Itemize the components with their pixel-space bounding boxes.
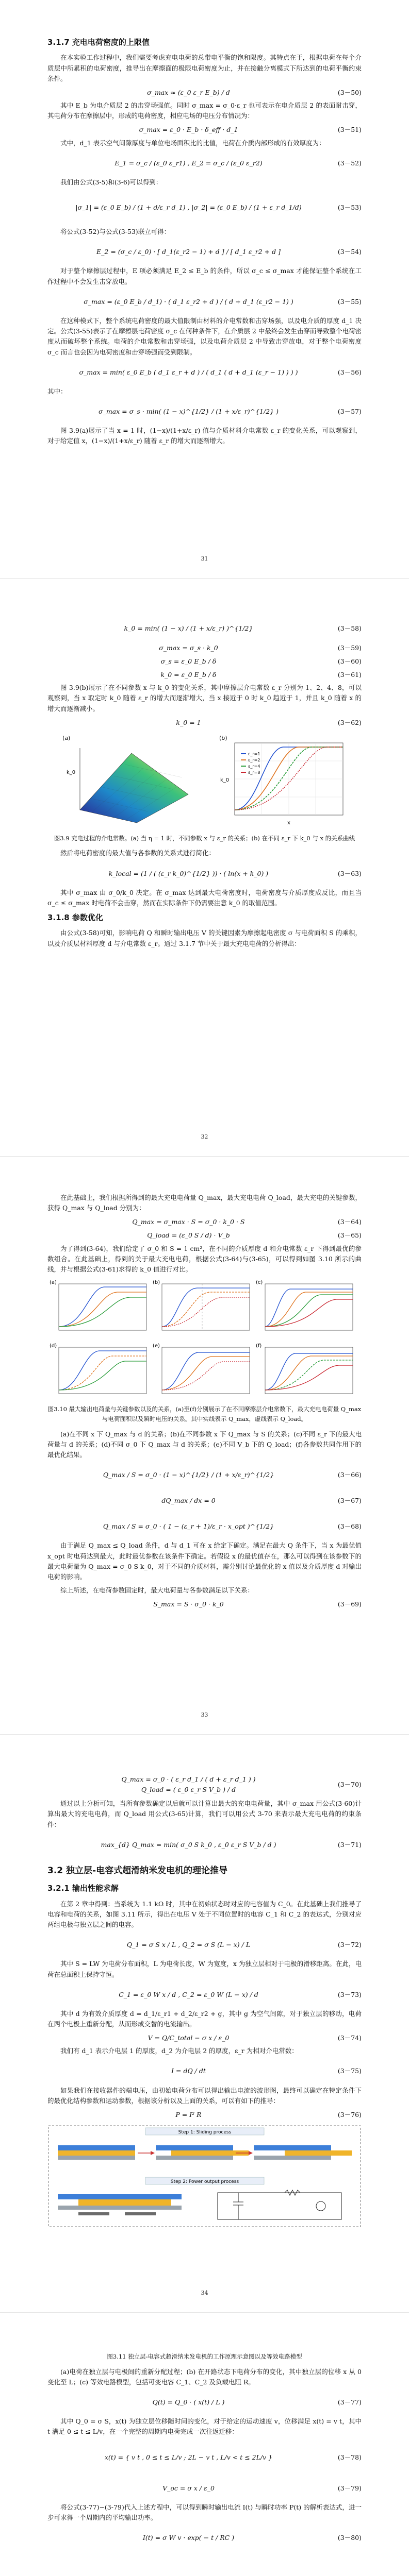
paragraph: 将公式(3-52)与公式(3-53)联立可得： — [60, 228, 171, 236]
equation-3-60 — [47, 656, 362, 667]
subplot-a — [50, 1280, 146, 1330]
equation-3-67 — [47, 1489, 362, 1513]
equation-number: (3－76) — [337, 2110, 362, 2119]
legend-entry: ε_r=2 — [248, 757, 260, 762]
subplot-c — [256, 1280, 353, 1330]
equation-number: (3－73) — [337, 1990, 362, 1998]
equation-3-64 — [47, 1217, 362, 1228]
equation-3-65 — [47, 1230, 362, 1242]
equation-body: Q(t) = Q_0 · ( x(t) / L ) — [152, 2398, 225, 2406]
section-title: 3.1.7 充电电荷密度的上限值 — [47, 38, 150, 47]
equation-body: σ_max = min( ε_0 E_b ( d_1 ε_r + d ) / ( d_1 ( d + d_1 (ε_r − 1) ) ) ) — [79, 368, 298, 376]
equation-number: (3－68) — [337, 1522, 362, 1531]
equation-body: Q_max / S = σ_0 · (1 − x)^{1/2} / (1 + x/ε_r)^{1/2} — [103, 1471, 274, 1479]
svg-text:(a): (a) — [50, 1280, 57, 1286]
paragraph: 综上所述，在电荷参数固定时，最大电荷量与各参数满足以下关系： — [60, 1586, 254, 1595]
paragraph: 在这种模式下，整个系统电荷密度的最大值限制由材料的介电常数和击穿场强，以及电介质的厚度 d_1 决定。公式(3-55)表示了在摩擦层电荷密度 σ_c 在何种条件下，在介质层 2 中最终会发生击穿而导致整个电荷密度从而破坏整个系统。电荷的介电常数和击穿场强，以及电荷介质层 2 中导致击穿放电，对于整个电荷密度 σ_c 而言也会因为电荷密度和击穿场强而受到限制。 — [47, 316, 362, 356]
legend-entry: ε_r=1 — [248, 751, 260, 756]
paragraph: 其中 S = LW 为电荷分布面积，L 为电荷长度，W 为宽度，x 为独立层相对于电极的滑移距离。在此，电荷在总面积上保持守恒。 — [47, 1960, 362, 1978]
equation-body: k_0 = 1 — [176, 718, 201, 726]
equation-body: k_local = (1 / ( (ε_r k_0)^{1/2} )) · ( ln(x + k_0) ) — [108, 869, 269, 877]
equation-number: (3－77) — [337, 2398, 362, 2406]
axis-label: k_0 — [66, 769, 75, 775]
subplot-f — [256, 1343, 353, 1394]
paragraph: 其中 E_b 为电介质层 2 的击穿场强值。同时 σ_max = σ_0·ε_r 也可表示在电介质层 2 的表面耐击穿，其电荷分布在摩擦层中，形成的电荷密度，相应电场的电压分布情况为： — [47, 101, 362, 120]
figure-caption: 图3.10 最大输出电荷量与关键参数以及的关系，(a)至(f)分别展示了在不同摩擦层介电常数下，最大充电电荷量 Q_max 与电荷面积以及瞬时电压的关系。其中实线表示 Q_max，虚线表示 Q_load。 — [47, 1405, 362, 1422]
paragraph: 其中 Q_0 = σ S，x(t) 为独立层位移随时间的变化，对于给定的运动速度 v，位移满足 x(t) = v t，其中 t 满足 0 ≤ t ≤ L/v，在一个完整的周期内电荷完成一次往返迁移： — [47, 2417, 362, 2436]
figure-panel-label: Step 2: Power output process — [170, 2179, 239, 2185]
equation-body: S_max = S · σ_0 · k_0 — [153, 1600, 224, 1608]
equation-3-79 — [47, 2477, 362, 2500]
figure-3-10 — [47, 1278, 362, 1401]
paragraph: 图 3.9(a)展示了当 x = 1 时，(1−x)/(1+x/ε_r) 值与介质材料介电常数 ε_r 的变化关系，可以观察到，对于给定值 x，(1−x)/(1+x/ε_r) 随着 ε_r 的增大而逐渐增大。 — [47, 427, 362, 445]
equation-number: (3－51) — [337, 126, 362, 134]
equation-number: (3－60) — [337, 657, 362, 665]
equation-3-74 — [47, 2032, 362, 2044]
equation-3-76 — [47, 2109, 362, 2121]
figure-3-9b-curves — [216, 733, 350, 831]
page-number: 31 — [201, 555, 208, 563]
equation-body: E_1 = σ_c / (ε_0 ε_r1) , E_2 = σ_c / (ε_0 ε_r2) — [114, 159, 263, 167]
paragraph: 图 3.9(b)展示了在不同参数 x 与 k_0 的变化关系，其中摩擦层介电常数 ε_r 分别为 1、2、4、8，可以观察到，当 x 取定时 k_0 随着 ε_r 的增大而逐渐增大，当 x 接近于 0 时 k_0 趋近于 1，并且 k_0 随着 x 的增大而逐渐减小。 — [47, 684, 362, 713]
equation-body: Q_1 = σ S x / L , Q_2 = σ S (L − x) / L — [126, 1941, 251, 1949]
paragraph: 通过以上分析可知，当所有参数确定以后就可以计算出最大的充电电荷量，其中 σ_max 用公式(3-60)计算出最大的充电电荷，而 Q_load 用公式(3-65)计算，我们可以用公式 3-70 来表示最大充电电荷的约束条件： — [47, 1800, 362, 1828]
equation-number: (3－64) — [337, 1218, 362, 1226]
page-number: 34 — [201, 2290, 208, 2297]
subplot-e — [153, 1343, 250, 1394]
equation-3-70 — [47, 1773, 362, 1797]
equation-body: Q_load = (ε_0 S / d) · V_b — [147, 1231, 230, 1240]
paragraph: 然后将电荷密度的最大值与各参数的关系式进行简化： — [60, 849, 216, 857]
svg-text:(f): (f) — [256, 1343, 262, 1349]
device-schematic-bottom — [58, 2194, 182, 2215]
equation-3-63 — [47, 862, 362, 886]
equation-number: (3－69) — [337, 1600, 362, 1608]
paragraph: 其中： — [47, 387, 67, 395]
paragraph: 对于整个摩擦层过程中，E 项必须满足 E_2 ≤ E_b 的条件，所以 σ_c ≤ σ_max 才能保证整个系统在工作过程中不会发生击穿放电。 — [47, 267, 362, 285]
equation-body: I = dQ / dt — [171, 2067, 206, 2075]
section-title: 3.1.8 参数优化 — [47, 913, 103, 923]
equation-body: σ_s = ε_0 E_b / δ — [160, 657, 217, 665]
equation-3-61 — [47, 669, 362, 681]
equation-number: (3－71) — [337, 1840, 362, 1849]
equation-body: σ_max = (ε_0 E_b / d_1) · ( d_1 ε_r2 + d ) / ( d + d_1 (ε_r2 − 1) ) — [84, 297, 293, 306]
paragraph: 由于满足 Q_max ≤ Q_load 条件，d 与 d_1 可在 x 给定下确定。满足在最大 Q 条件下，当 x 为最优值 x_opt 时电荷达到最大，此时最优参数在该条件下确定。若假设 x 的最优值存在，那么可以得到在该参数下的最大电荷量为 Q_max = σ_0 S k_0，对于不同的介质材料，需分别讨论最优化的 x 值以及介质厚度 d 对输出电荷的影响。 — [47, 1541, 362, 1581]
surface-plot — [80, 753, 188, 823]
subfigure-label: (a) — [62, 734, 70, 741]
equation-3-73 — [47, 1983, 362, 2007]
equation-3-77 — [47, 2391, 362, 2414]
section-title: 3.2 独立层-电容式超滑纳米发电机的理论推导 — [47, 1865, 228, 1876]
equation-number: (3－63) — [337, 869, 362, 877]
equation-number: (3－75) — [337, 2067, 362, 2075]
equation-3-75 — [47, 2060, 362, 2083]
equation-number: (3－57) — [337, 407, 362, 415]
equation-body: |σ_1| = (ε_0 E_b) / (1 + d/ε_r d_1) , |σ_2| = (ε_0 E_b) / (1 + ε_r d_1/d) — [75, 203, 302, 211]
paragraph: 如果我们在接收器件的端电压，由初始电荷分布可以得出输出电流的波形图，最终可以确定在特定条件下的最优化结构参数和运动参数，根据该分析以及上面的关系，可以有如下的推导： — [47, 2086, 362, 2105]
equation-body: Q_max / S = σ_0 · ( 1 − (ε_r + 1)/ε_r · x_opt )^{1/2} — [103, 1522, 274, 1531]
equation-3-80 — [47, 2526, 362, 2550]
figure-3-9a-surface — [59, 733, 204, 831]
equation-3-50 — [47, 87, 362, 98]
equation-number: (3－54) — [337, 248, 362, 256]
equation-body: σ_max = ε_0 · E_b · δ_eff · d_1 — [139, 126, 238, 134]
equation-3-54 — [47, 240, 362, 264]
axis-label: k_0 — [220, 777, 229, 783]
equation-3-53 — [47, 191, 362, 225]
paragraph: (a)电荷在独立层与电极间的重新分配过程；(b) 在开路状态下电荷分布的变化，其中独立层的位移 x 从 0 变化至 L；(c) 等效电路模型，包括可变电容 C_1、C_2 及负载电阻 R。 — [47, 2367, 362, 2386]
figure-frame — [48, 2126, 361, 2227]
paragraph: 我们有 d_1 表示介电层 1 的厚度，d_2 为介电层 2 的厚度，ε_r 为相对介电常数： — [60, 2047, 298, 2055]
paragraph: 在此基础上，我们根据所得到的最大充电电荷量 Q_max，最大充电电荷 Q_load，最大充电的关键参数，获得 Q_max 与 Q_load 分别为： — [47, 1194, 362, 1212]
svg-text:(e): (e) — [153, 1343, 160, 1349]
equation-number: (3－55) — [337, 297, 362, 306]
page-3 — [0, 1156, 409, 1734]
equation-3-68 — [47, 1515, 362, 1538]
equation-3-72 — [47, 1933, 362, 1957]
page-2 — [0, 578, 409, 1156]
equation-3-78 — [47, 2441, 362, 2475]
equation-3-62 — [47, 717, 362, 728]
subfigure-label: (b) — [219, 734, 227, 741]
equation-number: (3－80) — [337, 2534, 362, 2541]
equation-number: (3－53) — [337, 203, 362, 211]
figure-caption: 图3.11 独立层-电容式超滑纳米发电机的工作原理示意图以及等效电路模型 — [107, 2353, 302, 2360]
figure-caption: 图3.9 充电过程的介电常数。(a) 当 η = 1 时，不同参数 x 与 ε_r 的关系；(b) 在不同 ε_r 下 k_0 与 x 的关系曲线 — [54, 834, 355, 842]
equation-body: V_oc = σ x / ε_0 — [162, 2484, 215, 2492]
equation-body: I(t) = σ W v · exp( − t / RC ) — [142, 2534, 235, 2541]
equation-body: Q_max = σ_max · S = σ_0 · k_0 · S — [132, 1218, 245, 1226]
page-1 — [0, 0, 409, 578]
page-number: 32 — [201, 1133, 208, 1141]
paragraph: 在第 2 章中得到：当系统为 1.1 kΩ 时，其中在初始状态时对应的电容值为 C_0。在此基础上我们推导了电容和电荷的关系，如图 3.11 所示，得出在电压 V 处于不同位置时的电容 C_1 和 C_2 的表达式，分别对应两组电极与独立层之间的电容。 — [47, 1900, 362, 1929]
svg-text:(c): (c) — [256, 1280, 263, 1286]
equation-3-56 — [47, 361, 362, 384]
equation-3-52 — [47, 151, 362, 175]
equation-3-71 — [47, 1833, 362, 1857]
equation-body: k_0 = min( (1 − x) / (1 + x/ε_r) )^{1/2} — [124, 624, 253, 632]
equation-number: (3－59) — [337, 643, 362, 652]
paragraph: 将公式(3-77)~(3-79)代入上述方程中，可以得到瞬时输出电流 I(t) 与瞬时功率 P(t) 的解析表达式，进一步可求得一个周期内的平均输出功率。 — [47, 2503, 362, 2521]
paragraph: 我们由公式(3-5)和(3-6)可以得到： — [60, 178, 162, 186]
figure-panel-label: Step 1: Sliding process — [178, 2130, 232, 2136]
equation-body: σ_max = σ_s · k_0 — [159, 643, 218, 652]
equation-body: max_{d} Q_max = min( σ_0 S k_0 , ε_0 ε_r S V_b / d ) — [101, 1840, 276, 1849]
subplot-b — [153, 1280, 250, 1330]
device-schematic-top — [58, 2145, 352, 2160]
legend-entry: ε_r=4 — [248, 764, 260, 769]
paragraph: 其中 σ_max 由 σ_0/k_0 决定。在 σ_max 达到最大电荷密度时，电荷密度与介质厚度成反比，而且当 σ_c ≤ σ_max 时电荷不会击穿，然而在实际条件下仍需要注意 k_0 的取值范围。 — [47, 888, 362, 907]
equation-body: dQ_max / dx = 0 — [161, 1497, 216, 1505]
paragraph: 其中 d 为有效介质厚度 d = d_1/ε_r1 + d_2/ε_r2 + g，其中 g 为空气间隙，对于独立层的移动，电荷在两个电极上重新分配，从而形成交替的电流输出。 — [47, 2009, 362, 2028]
equation-number: (3－58) — [337, 624, 362, 632]
equation-number: (3－72) — [337, 1941, 362, 1949]
axis-label: x — [287, 820, 290, 826]
equivalent-circuit — [218, 2190, 341, 2219]
equation-number: (3－66) — [337, 1471, 362, 1479]
equation-number: (3－79) — [337, 2484, 362, 2492]
equation-body: Q_load = ( ε_0 ε_r S V_b ) / d — [141, 1786, 236, 1793]
equation-3-51 — [47, 125, 362, 136]
equation-3-55 — [47, 290, 362, 314]
svg-text:(b): (b) — [153, 1280, 160, 1286]
svg-text:(d): (d) — [50, 1343, 57, 1349]
equation-number: (3－78) — [337, 2453, 362, 2461]
equation-number: (3－56) — [337, 368, 362, 376]
equation-body: σ_max = σ_s · min( (1 − x)^{1/2} / (1 + x/ε_r)^{1/2} ) — [99, 407, 279, 415]
figure-3-11 — [47, 2125, 362, 2228]
equation-3-59 — [47, 642, 362, 654]
equation-3-69 — [47, 1599, 362, 1611]
equation-number: (3－65) — [337, 1231, 362, 1240]
paragraph: (a)在不同 x 下 Q_max 与 d 的关系；(b)在不同参数 x 下 Q_max 与 S 的关系；(c)不同 ε_r 下的最大电荷量与 d 的关系；(d)不同 σ_0 下 Q_max 与 d 的关系；(e)不同 V_b 下的 Q_load；(f)各参数共同作用下的最优化结果。 — [47, 1430, 362, 1459]
equation-number: (3－62) — [337, 718, 362, 726]
equation-number: (3－74) — [337, 2034, 362, 2042]
equation-number: (3－61) — [337, 670, 362, 679]
equation-body: x(t) = { v t , 0 ≤ t ≤ L/v ; 2L − v t , L/v < t ≤ 2L/v } — [104, 2453, 273, 2461]
equation-body: V = Q/C_total − σ x / ε_0 — [148, 2034, 230, 2042]
equation-body: P = I² R — [175, 2110, 202, 2119]
equation-3-57 — [47, 400, 362, 423]
figure-3-9 — [47, 733, 362, 831]
paragraph: 在本实验工作过程中，我们需要考虑充电电荷的总带电平衡的饱和限度。其特点在于，根据电荷在每个介质层中所累积的电荷密度，推导出在摩擦面的极限电荷密度为止，并在接触分离模式下所达到的电荷平衡约束条件。 — [47, 54, 362, 82]
equation-number: (3－52) — [337, 159, 362, 167]
equation-number: (3－67) — [337, 1497, 362, 1505]
subplot-d — [50, 1343, 146, 1394]
equation-body: σ_max ≈ (ε_0 ε_r E_b) / d — [147, 88, 230, 96]
page-5 — [0, 2312, 409, 2576]
legend-entry: ε_r=8 — [248, 770, 260, 775]
equation-3-66 — [47, 1463, 362, 1487]
equation-body: C_1 = ε_0 W x / d , C_2 = ε_0 W (L − x) / d — [119, 1990, 258, 1998]
equation-body: E_2 = (σ_c / ε_0) · [ d_1(ε_r2 − 1) + d ] / [ d_1 ε_r2 + d ] — [96, 248, 281, 256]
paragraph: 式中，d_1 表示空气间隙厚度与单位电场面积比的比值，电荷在介质内部形成的有效厚度为： — [60, 139, 325, 147]
page-number: 33 — [201, 1711, 208, 1719]
page-4 — [0, 1734, 409, 2312]
equation-number: (3－50) — [337, 88, 362, 96]
subsection-title: 3.2.1 输出性能求解 — [47, 1884, 119, 1893]
equation-body: Q_max = σ_0 · ( ε_r d_1 / ( d + ε_r d_1 ) ) — [121, 1775, 256, 1783]
paragraph: 由公式(3-58)可知，影响电荷 Q 和瞬时输出电压 V 的关键因素为摩擦起电密度 σ 与电荷面积 S 的乘积，以及介质层材料厚度 d 与介电常数 ε_r。通过 3.1.7 节中关于最大充电电荷的分析得出： — [47, 929, 362, 947]
equation-body: k_0 = ε_0 E_b / δ — [160, 670, 217, 679]
equation-number: (3－70) — [337, 1780, 362, 1788]
equation-3-58 — [47, 617, 362, 640]
paragraph: 为了得到(3-64)，我们给定了 σ_0 和 S = 1 cm²，在不同的介质厚度 d 和介电常数 ε_r 下得到最优的参数组合。在此基础上，得到的关于最大充电电荷，根据公式(3-64)与(3-65)，可以得到如图 3.10 所示的曲线，并与根据公式(3-61)求得的 k_0 值进行对比。 — [47, 1244, 362, 1273]
